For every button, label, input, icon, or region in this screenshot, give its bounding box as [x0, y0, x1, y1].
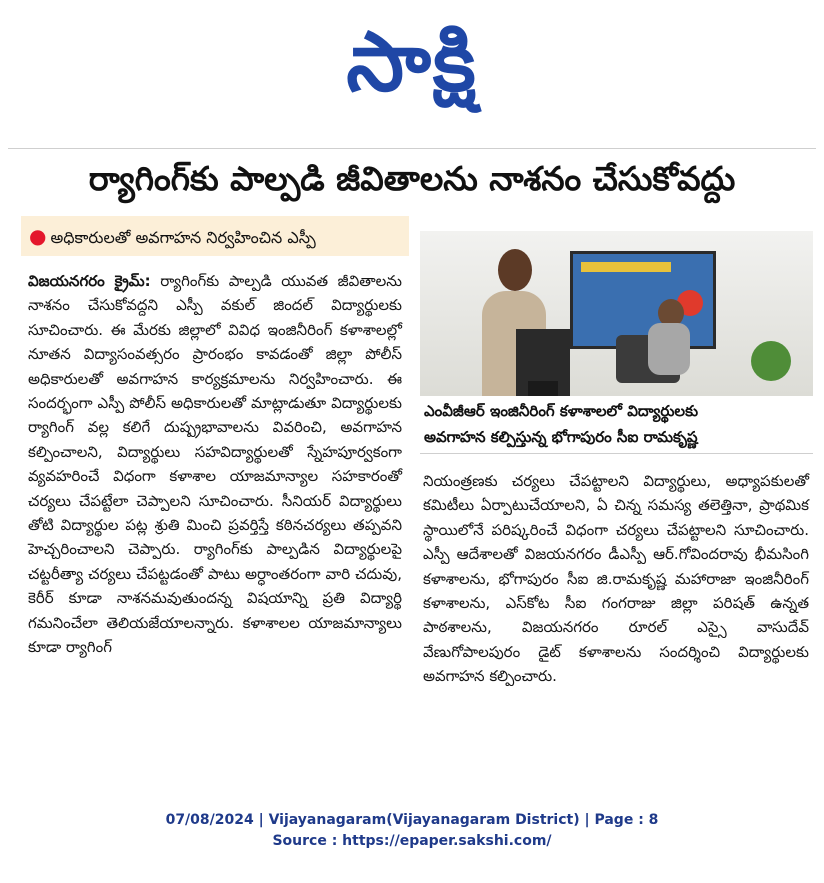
article-right-column — [423, 469, 809, 689]
photo-caption — [420, 396, 813, 454]
dateline: విజయనగరం క్రైమ్‌: — [28, 272, 151, 290]
caption-line-1: ఎంవీజీఆర్‌ ఇంజినీరింగ్‌ కళాశాలలో విద్యార్థులకు — [424, 402, 699, 420]
article-subheadline — [21, 216, 409, 256]
sakshi-logo: సాక్షి — [346, 15, 478, 110]
caption-line-2: అవగాహన కల్పిస్తున్న భోగాపురం సీఐ రామకృష్ణ — [424, 428, 698, 446]
officer-head — [498, 249, 532, 291]
article-left-column — [28, 269, 402, 660]
right-column-text: నియంత్రణకు చర్యలు చేపట్టాలని విద్యార్థులు, అధ్యాపకులతో కమిటీలు ఏర్పాటుచేయాలని, ఏ చిన్న సమస్య తలెత్తినా, ప్రాథమిక స్థాయిలోనే పరిష్కరించే విధంగా చర్యలు చేపట్టాలని సూచించారు. ఎస్పీ ఆదేశాలతో విజయనగరం డీఎస్పీ ఆర్‌.గోవిందరావు భీమసింగి కళాశాలను, భోగాపురం సీఐ జి.రామకృష్ణ మహారాజా ఇంజినీరింగ్‌ కళాశాలను, ఎస్‌కోట సీఐ గంగరాజు జిల్లా పరిషత్‌ ఉన్నత పాఠశాలను, విజయనగరం రూరల్‌ ఎస్సై వాసుదేవ్‌ వేణుగోపాలపురం డైట్‌ కళాశాలను సందర్శించి విద్యార్థులకు అవగాహన కల్పించారు. — [423, 472, 809, 686]
bullet-dot-icon: ● — [29, 224, 47, 248]
subheadline-text: అధికారులతో అవగాహన నిర్వహించిన ఎస్పీ — [50, 228, 316, 247]
article-headline: ర్యాగింగ్‌కు పాల్పడి జీవితాలను నాశనం చేసుకోవద్దు — [88, 159, 736, 198]
seated-man-figure — [648, 323, 690, 375]
plant — [751, 341, 791, 381]
footer-source: Source : https://epaper.sakshi.com/ — [272, 833, 552, 849]
left-column-text: ర్యాగింగ్‌కు పాల్పడి యువత జీవితాలను నాశనం చేసుకోవద్దని ఎస్పీ వకుల్‌ జిందల్‌ విద్యార్థులకు సూచించారు. ఈ మేరకు జిల్లాలో వివిధ ఇంజినీరింగ్‌ కళాశాలల్లో నూతన విద్యాసంవత్సరం ప్రారంభం కావడంతో జిల్లా పోలీస్‌ అధికారులతో అవగాహన కార్యక్రమాలను నిర్వహించారు. ఈ సందర్భంగా ఎస్పీ పోలీస్‌ అధికారులతో మాట్లాడుతూ విద్యార్థులకు ర్యాగింగ్‌ వల్ల కలిగే దుష్ప్రభావాలను వివరించి, అవగాహన కల్పించాలని, విద్యార్థులు సహవిద్యార్థులతో స్నేహపూర్వకంగా వ్యవహరించే విధంగా కళాశాల యాజమాన్యాల సహకారంతో చర్యలు చేపట్టేలా చెప్పాలని సూచించారు. సీనియర్‌ విద్యార్థులు తోటి విద్యార్థుల పట్ల శ్రుతి మించి ప్రవర్తిస్తే కఠినచర్యలు తప్పవని హెచ్చరించాలని చెప్పారు. ర్యాగింగ్‌కు పాల్పడిన విద్యార్థులపై చట్టరీత్యా చర్యలు చేపట్టడంతో పాటు అర్ధాంతరంగా వారి చదువు, కెరీర్‌ కూడా నాశనమవుతుందన్న విషయాన్ని ప్రతి విద్యార్థి గమనించేలా తెలియజేయాలన్నారు. కళాశాలల యాజమాన్యాలు కూడా ర్యాగింగ్‌ — [28, 272, 402, 657]
footer-date-edition: 07/08/2024 | Vijayanagaram(Vijayanagaram District) | Page : 8 — [165, 812, 659, 828]
news-clipping — [8, 148, 816, 784]
article-photo — [420, 231, 813, 396]
